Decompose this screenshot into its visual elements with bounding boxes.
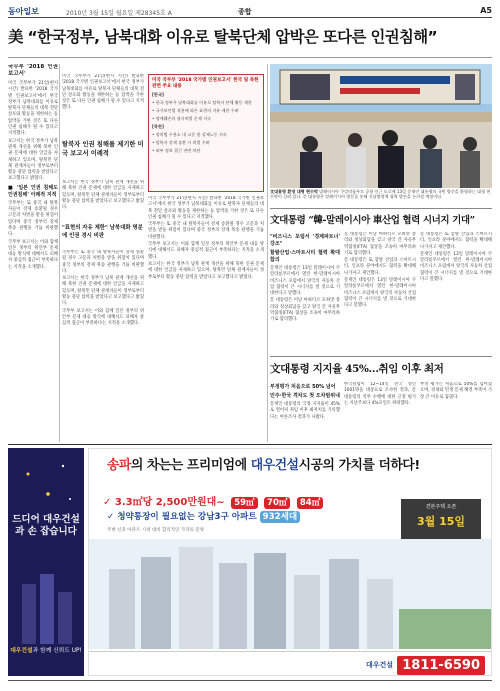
article1-column2-mid [62,180,144,220]
article2-column3 [420,232,492,352]
ad-note: 주변 신축 아파트 시세 대비 합리적인 가격의 분양 [107,528,204,533]
info-box-subtitle: [북한] [152,124,164,129]
ad-title-location: 송파 [107,458,131,473]
ad-title-post: 시공의 가치를 더하다! [298,458,420,473]
info-box-item: • 한국 정부가 남북대화를 이유로 탈북자 단체 활동 제한 [152,100,252,105]
main-headline: 美 “한국정부, 남북대화 이유로 탈북단체 압박은 또다른 인권침해” [8,22,492,58]
column-divider [59,64,60,442]
article1-paragraph: 국무부 보고서는 이와 함께 일본 정부의 위안부 문제 대응 방식에 대해서도 피해자 중심적 접근이 부족하다는 지적을 소개했다. [8,239,58,270]
page-footer [8,680,492,686]
ad-header [89,449,492,479]
ad-feature-line [107,510,300,522]
article1-paragraph: 국무부는 또 중국 내 탈북자들이 강제 송환될 경우 고문과 처벌을 받을 위험이 있다며 중국 정부의 강제 북송 관행을 거듭 비판했다. [62,250,144,274]
photo-caption-text: 말레이시아 쿠알라룸푸르 공항 인근 도로에 13일 문재인 대통령의 국빈 방문을 환영하는 대형 현수막이 걸려 있다. 문 대통령은 말레이시아 방문을 통해 신남방정책 협력 방안을 논의할 예정이다. [270,189,491,200]
article3-paragraph: 한국갤럽이 12~14일 전국 성인 1001명을 대상으로 조사한 결과, 문 대통령의 직무 수행에 대한 긍정 평가는 지난주보다 4%포인트 하락했다. [344,382,416,406]
article1-column1 [8,64,58,442]
article1-paragraph: 국무부 보고서는 이와 함께 일본 정부의 위안부 문제 대응 방식에 대해서도 피해자 중심적 접근이 부족하다는 지적을 소개했다. [62,308,144,327]
apartment-ad[interactable] [88,448,492,676]
side-banner-ad[interactable] [8,448,84,676]
article1-sidehead2: "표현의 자유 제한" 남북대화 명분에 인권 경시 비판 [62,225,143,239]
ad-title-mid: 의 차는는 프리미엄에 [130,458,251,473]
article3-kicker: 부정평가 처음으로 50% 넘어 [270,384,336,390]
article2-subhead2: 할랄산업·스마트시티 협력 확대 합의 [270,250,340,263]
article1-sidehead: 탈북자 인권 침해를 제기한 미국 보고서 이례적 [62,141,144,157]
info-box-item: • 탈북자 강제 송환 시 처벌 우려 [152,140,210,145]
article2-subhead: "비즈니스 포럼서 '경제파트너' 강조" [270,234,340,247]
article3-paragraph: 부정 평가는 처음으로 50%를 넘어섰으며, 경제와 민생 문제 해결 부족이 가장 큰 이유로 꼽혔다. [420,382,492,400]
info-box-item: • 명예훼손의 형사처벌 문제 지속 [152,116,212,121]
article2-paragraph: 문 대통령은 또 할랄 산업과 스마트시티, 인프라 분야에서도 협력을 확대해 나가자고 제안했다. [344,258,416,276]
article1-column2-top [62,74,144,136]
info-box-item: • 국가보안법 적용에 따른 표현의 자유 제한 우려 [152,108,239,113]
photo-caption-title: 文대통령 환영 대형 현수막 [270,189,318,194]
article2-column2 [344,232,416,352]
news-photo [270,64,492,188]
article3-column3 [420,382,492,444]
article3-paragraph: 문재인 대통령의 국정 지지율이 45%로 떨어져 취임 이후 최저치를 기록했다는 여론조사 결과가 나왔다. [270,402,340,420]
side-banner-brand: 대우건설 [10,648,33,654]
ad-size-badge: 59㎡ [231,497,257,509]
article1-paragraph: 보고서는 한국 정부가 남북 관계 개선을 위해 북한 인권 문제에 대한 언급을 자제하고 있으며, 탈북민 단체 관계자들이 정부로부터 활동 중단 압력을 받았다고 보고했다고 밝혔다. [62,276,144,307]
info-box-item: • 정치범 수용소 내 고문 및 강제노동 지속 [152,132,227,137]
issue-info: 2010년 3월 15일 월요일 제28345호 A [66,10,172,17]
side-banner-footer [8,647,84,655]
side-banner-headline: 드디어 대우건설과 손 잡습니다 [12,514,80,537]
article2-paragraph: 문재인 대통령은 13일 말레이시아 쿠알라룸푸르에서 열린 한-말레이시아 비즈니스 포럼에서 양국의 자동차 산업 협력이 큰 시너지를 낼 것으로 기대한다고 말했다. [344,278,416,309]
newspaper-logo: 동아일보 [8,6,39,16]
ad-phone-number[interactable]: 1811-6590 [397,656,485,675]
info-box-item: • 외부 정보 접근 전면 차단 [152,148,201,153]
ad-size-badge: 84㎡ [297,497,323,509]
photo-illustration [270,64,492,188]
section-rule [270,208,492,209]
column-divider [267,64,268,442]
article2-paragraph: 문 대통령은 또 할랄 산업과 스마트시티, 인프라 분야에서도 협력을 확대해 나가자고 제안했다. [420,232,492,250]
article2-paragraph: 문 대통령은 이날 마하티르 모하맛 총리와 정상회담을 갖고 양국 간 자유무역협정(FTA) 협상을 조속히 마무리하기로 합의했다. [344,232,416,256]
article3-column1 [270,382,340,444]
ad-badge-date: 3월 15일 [416,515,466,528]
ad-units-badge: 932세대 [260,511,301,523]
article1-paragraph: 국무부 보고서는 이와 함께 일본 정부의 위안부 문제 대응 방식에 대해서도 피해자 중심적 접근이 부족하다는 지적을 소개했다. [148,242,264,260]
article2-paragraph: 문재인 대통령은 13일 말레이시아 쿠알라룸푸르에서 열린 한-말레이시아 비즈니스 포럼에서 양국의 자동차 산업 협력이 큰 시너지를 낼 것으로 기대한다고 말했다. [420,251,492,283]
ad-price: ✓ 3.3㎡당 2,500만원대~ [103,497,225,508]
photo-caption [270,189,492,205]
ad-apartment-illustration [89,539,492,649]
article2-column1 [270,232,340,352]
info-box [148,74,264,192]
article1-paragraph: 보고서는 한국 정부가 남북 관계 개선을 위해 북한 인권 문제에 대한 언급을 자제하고 있으며, 탈북민 단체 관계자들이 정부로부터 활동 중단 압력을 받았다고 보고했다고 밝혔다. [62,180,144,211]
page-number: A5 [480,6,492,15]
article3-headline: 文대통령 지지율 45%…취임 이후 최저 [270,363,444,375]
sparkle-icon [8,454,84,514]
ad-badge-title: 견본주택 오픈 [425,504,457,510]
article1-kicker: 국무부 '2018 인권 보고서' [8,64,58,77]
article2-paragraph: 문 대통령은 이날 마하티르 모하맛 총리와 정상회담을 갖고 양국 간 자유무역협정(FTA) 협상을 조속히 마무리하기로 합의했다. [270,298,340,323]
article1-paragraph: 보고서는 한국 정부가 남북 관계 개선을 위해 북한 인권 문제에 대한 언급을 자제하고 있으며, 탈북민 단체 관계자들이 정부로부터 활동 중단 압력을 받았다고 보고했다고 밝혔다. [8,138,58,182]
section-rule [270,356,492,357]
article1-subhead: ■ '일본 인권 침해도 인권침해' 이례적 지적 [8,184,58,198]
article1-paragraph: 미국 국무부가 21일(현지 시간) 발표한 '2018 국가별 인권보고서'에서 한국 정부가 남북대화를 이유로 탈북자 단체들의 대북 전단 살포와 활동을 제한하는 등 압박을 가한 것은 또 다른 인권 침해가 될 수 있다고 지적했다. [62,74,144,111]
article1-paragraph: 미국 국무부가 21일(현지 시간) 발표한 '2018 국가별 인권보고서'에서 한국 정부가 남북대화를 이유로 탈북자 단체들의 대북 전단 살포와 활동을 제한하는 등 압박을 가한 것은 또 다른 인권 침해가 될 수 있다고 지적했다. [8,81,58,137]
building-icon [8,574,84,644]
article3-kicker2: 민주·한국 격차도 첫 오차범위내 [270,393,340,399]
masthead [8,6,492,18]
article3-column2 [344,382,416,444]
article1-paragraph: 미국 국무부가 21일(현지 시간) 발표한 '2018 국가별 인권보고서'에서 한국 정부가 남북대화를 이유로 탈북자 단체들의 대북 전단 살포와 활동을 제한하는 등 압박을 가한 것은 또 다른 인권 침해가 될 수 있다고 지적했다. [148,196,264,220]
ad-title [107,454,420,473]
ad-feature: ✓ 청약통장이 필요없는 강남3구 아파트 [107,512,257,522]
article1-column3 [148,196,264,442]
ad-divider [8,444,492,445]
section-label: 종합 [238,8,252,16]
article1-paragraph: 보고서는 한국 정부가 남북 관계 개선을 위해 북한 인권 문제에 대한 언급을 자제하고 있으며, 탈북민 단체 관계자들이 정부로부터 활동 중단 압력을 받았다고 보고했다고 밝혔다. [148,261,264,280]
article1-paragraph: 국무부는 또 중국 내 탈북자들이 강제 송환될 경우 고문과 처벌을 받을 위험이 있다며 중국 정부의 강제 북송 관행을 거듭 비판했다. [8,200,58,238]
info-box-title: 미국 국무부 '2018 국가별 인권보고서' 한국 및 북한 관련 주요 내용 [152,78,259,89]
side-banner-tagline: 과 함께 신뢰도 UP! [32,648,82,654]
info-box-subtitle: [한국] [152,92,164,97]
ad-footer [89,651,492,676]
ad-size-badge: 70㎡ [264,497,290,509]
article1-paragraph: 국무부는 또 중국 내 탈북자들이 강제 송환될 경우 고문과 처벌을 받을 위험이 있다며 중국 정부의 강제 북송 관행을 거듭 비판했다. [148,222,264,240]
ad-title-brand: 대우건설 [250,458,299,473]
ad-footer-brand: 대우건설 [365,661,393,669]
article2-paragraph: 문재인 대통령은 13일 말레이시아 쿠알라룸푸르에서 열린 한-말레이시아 비즈니스 포럼에서 양국의 자동차 산업 협력이 큰 시너지를 낼 것으로 기대한다고 말했다. [270,266,340,297]
article1-column2-bottom [62,250,144,442]
article2-headline: 文대통령 “韓-말레이시아 車산업 협력 시너지 기대” [270,215,475,226]
